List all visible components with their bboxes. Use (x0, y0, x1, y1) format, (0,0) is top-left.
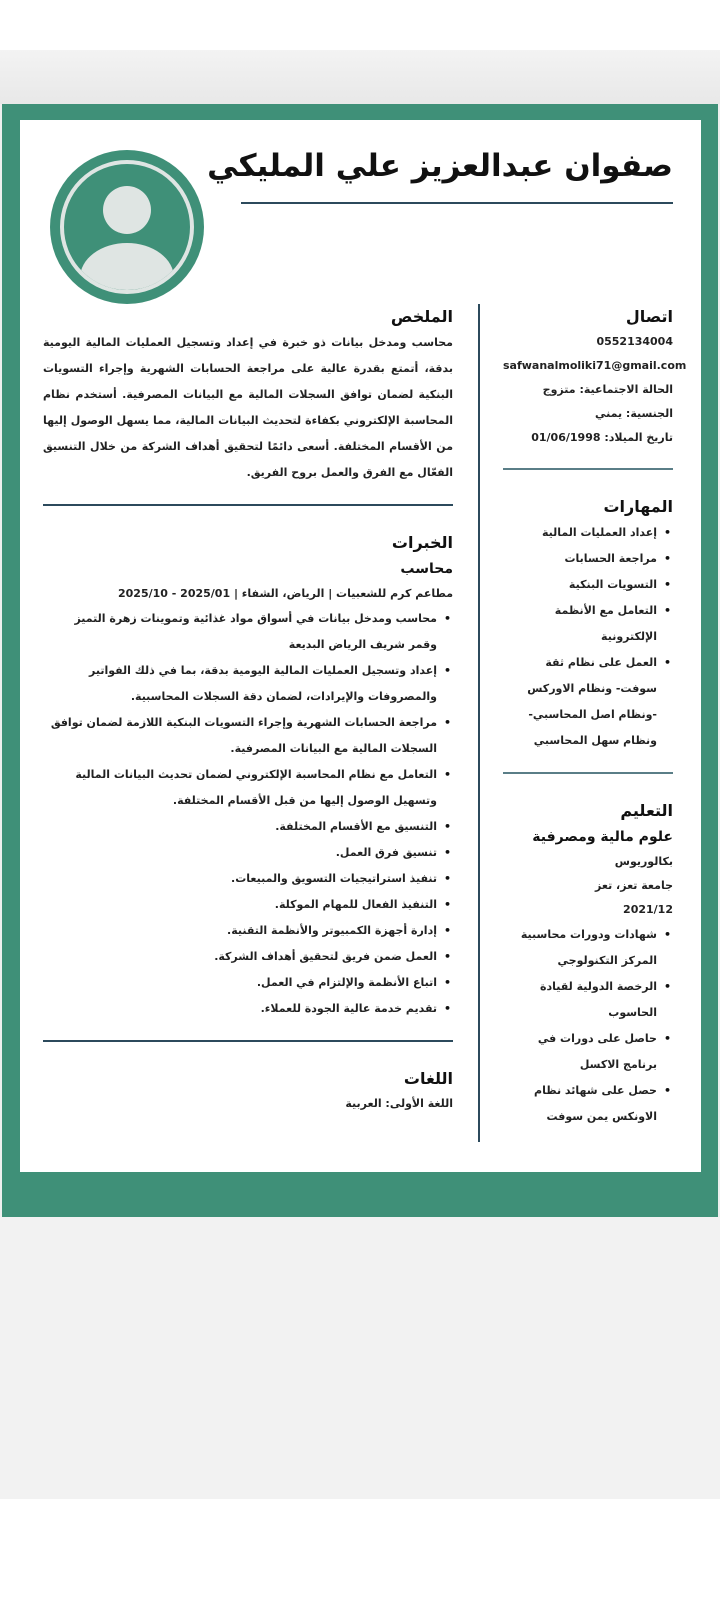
experience-item: • إدارة أجهزة الكمبيوتر والأنظمة التقنية. (43, 918, 437, 944)
summary-section (43, 304, 453, 486)
education-section (503, 798, 673, 1130)
experience-item: • التنسيق مع الأقسام المختلفة. (43, 814, 437, 840)
experience-item: • إعداد وتسجيل العمليات المالية اليومية بدقة، بما في ذلك الفواتير والمصروفات والإيرادات، لضمان دقة السجلات المحاسبية. (43, 658, 437, 710)
education-university: جامعة تعز، تعز (595, 879, 673, 892)
summary-title: الملخص (390, 307, 453, 326)
job-company-line: مطاعم كرم للشعبيات | الرياض، الشفاء | 2025/01 - 2025/10 (117, 587, 453, 600)
education-list (503, 922, 673, 1130)
skills-list (503, 520, 673, 754)
section-divider (43, 1040, 453, 1042)
section-divider (503, 772, 673, 774)
skill-item: • التسويات البنكية (503, 572, 657, 598)
experience-item: • تقديم خدمة عالية الجودة للعملاء. (43, 996, 437, 1022)
experience-list (43, 606, 453, 1022)
contact-nationality (503, 402, 673, 426)
experience-item: • تنسيق فرق العمل. (43, 840, 437, 866)
language-first: اللغة الأولى: العربية (345, 1097, 453, 1110)
skills-section (503, 494, 673, 754)
section-divider (43, 504, 453, 506)
avatar (50, 150, 204, 304)
education-item: • شهادات ودورات محاسبية المركز التكنولوجي (503, 922, 657, 974)
contact-marital (503, 378, 673, 402)
experience-item: • التنفيذ الفعال للمهام الموكلة. (43, 892, 437, 918)
nationality-value: يمني (594, 407, 623, 420)
photo-top-margin (0, 50, 720, 104)
job-title: محاسب (400, 561, 453, 577)
experience-item: • مراجعة الحسابات الشهرية وإجراء التسويات البنكية اللازمة لضمان توافق السجلات المالية مع البيانات المصرفية. (43, 710, 437, 762)
languages-section (43, 1066, 453, 1116)
marital-label: الحالة الاجتماعية: (579, 383, 673, 396)
skill-item: • العمل على نظام ثقة سوفت- ونظام الاوركس -ونظام اصل المحاسبي- ونظام سهل المحاسبي (503, 650, 657, 754)
education-item: • حاصل على دورات في برنامج الاكسل (503, 1026, 657, 1078)
scanned-page-photo (0, 50, 720, 1217)
resume-name: صفوان عبدالعزيز علي المليكي (207, 148, 673, 184)
education-title: التعليم (620, 801, 673, 820)
contact-phone: 0552134004 (596, 335, 673, 348)
contact-section (503, 304, 687, 450)
section-divider (503, 468, 673, 470)
education-item: • حصل على شهائد نظام الاونكس يمن سوفت (503, 1078, 657, 1130)
experience-section (43, 530, 453, 1022)
experience-item: • التعامل مع نظام المحاسبة الإلكتروني لضمان تحديث البيانات المالية وتسهيل الوصول إليها من قبل الأقسام المختلفة. (43, 762, 437, 814)
skill-item: • إعداد العمليات المالية (503, 520, 657, 546)
languages-title: اللغات (403, 1069, 453, 1088)
resume-page (20, 120, 701, 1172)
education-major: علوم مالية ومصرفية (532, 829, 673, 845)
sidebar-column (503, 304, 687, 1130)
contact-email: safwanalmoliki71@gmail.com (503, 359, 687, 372)
experience-item: • تنفيذ استراتيجيات التسويق والمبيعات. (43, 866, 437, 892)
skill-item: • مراجعة الحسابات (503, 546, 657, 572)
name-underline (241, 202, 673, 204)
skill-item: • التعامل مع الأنظمة الإلكترونية (503, 598, 657, 650)
avatar-ring (60, 160, 194, 294)
skills-title: المهارات (603, 497, 673, 516)
experience-item: • العمل ضمن فريق لتحقيق أهداف الشركة. (43, 944, 437, 970)
avatar-body-shape (80, 243, 174, 294)
column-divider (478, 304, 480, 1142)
nationality-label: الجنسية: (625, 407, 673, 420)
main-column (43, 304, 453, 1116)
experience-item: • محاسب ومدخل بيانات في أسواق مواد غذائية وتموينات زهرة التميز وقمر شريف الرياض البديعة (43, 606, 437, 658)
contact-birthdate (503, 426, 673, 450)
viewer-empty-area (0, 1217, 720, 1499)
education-degree: بكالوريوس (614, 855, 673, 868)
contact-title: اتصال (625, 307, 673, 326)
experience-title: الخبرات (391, 533, 453, 552)
birth-value: 01/06/1998 (531, 431, 601, 444)
marital-value: متزوج (542, 383, 576, 396)
summary-text: محاسب ومدخل بيانات ذو خبرة في إعداد وتسجيل العمليات المالية اليومية بدقة، أتمتع بقدرة عالية على مراجعة الحسابات الشهرية وإجراء التسويات البنكية لضمان توافق السجلات المالية مع البيانات المصرفية. أستخدم نظام المحاسبة الإلكتروني بكفاءة لتحديث البيانات المالية، مما يسهل الوصول إليها من الأقسام المختلفة. أسعى دائمًا لتحقيق أهداف الشركة من خلال التنسيق الفعّال مع الفرق والعمل بروح الفريق. (43, 336, 453, 479)
birth-label: تاريخ الميلاد: (604, 431, 673, 444)
experience-item: • اتباع الأنظمة والإلتزام في العمل. (43, 970, 437, 996)
education-item: • الرخصة الدولية لقيادة الحاسوب (503, 974, 657, 1026)
education-date: 2021/12 (623, 903, 673, 916)
avatar-head-shape (103, 186, 151, 234)
